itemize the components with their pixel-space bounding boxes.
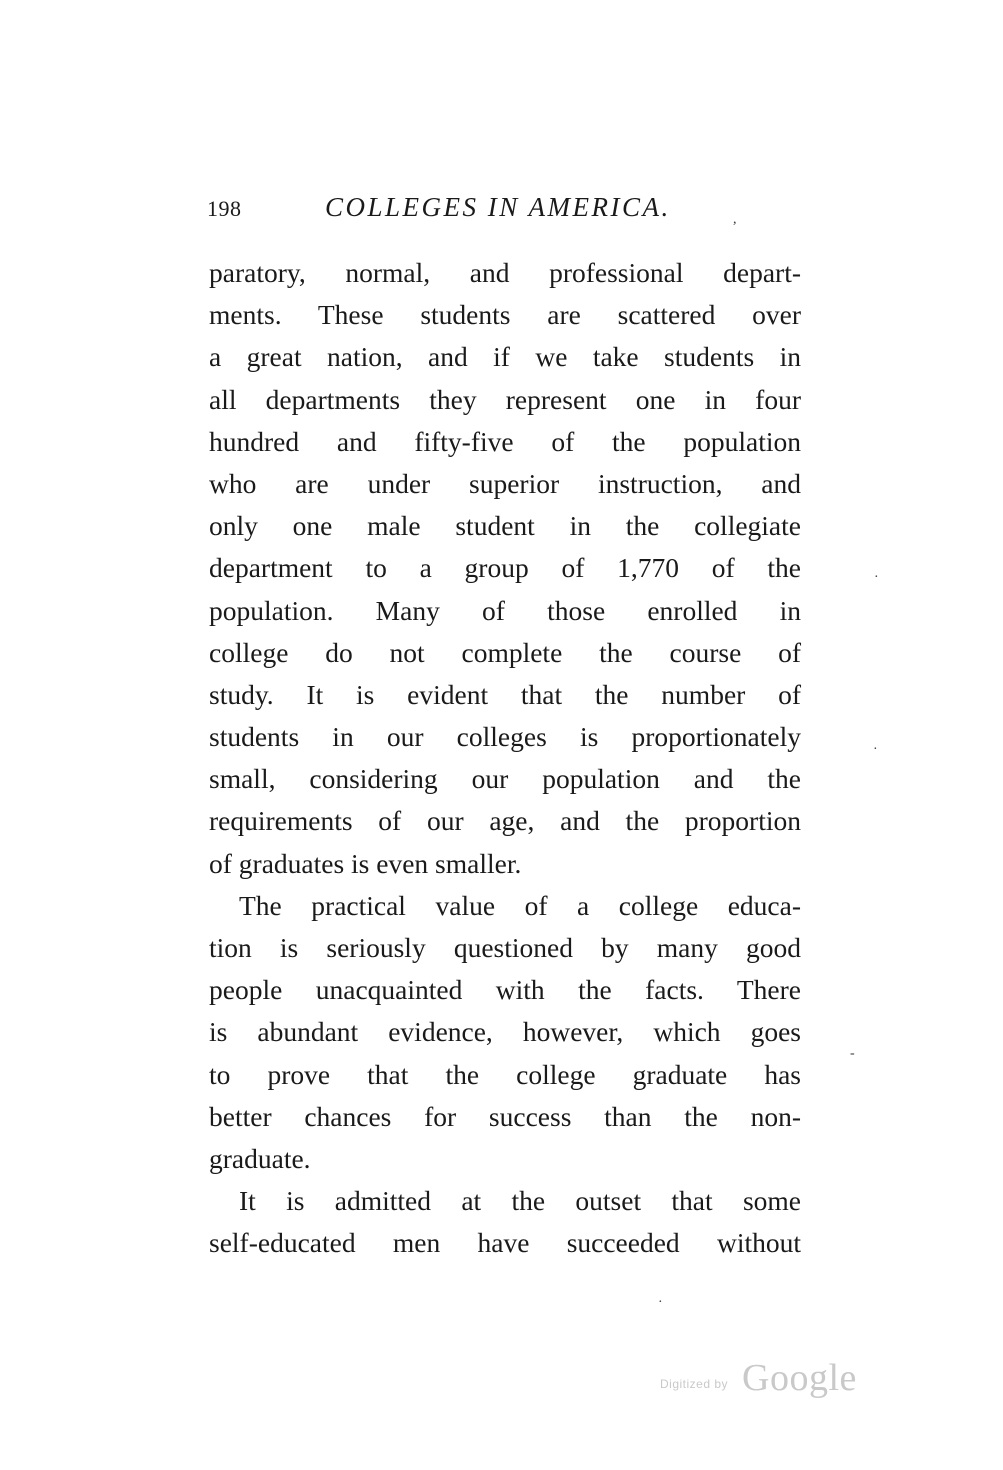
text-line: of graduates is even smaller. <box>209 847 522 879</box>
paragraph <box>209 885 801 1180</box>
scan-speck: - <box>850 1046 855 1061</box>
paragraph <box>209 1180 801 1264</box>
text-line: study. It is evident that the number of <box>209 678 801 710</box>
text-line: people unacquainted with the facts. There <box>209 974 801 1006</box>
running-head <box>207 192 747 232</box>
text-line: hundred and fifty-five of the population <box>209 425 801 457</box>
text-line: students in our colleges is proportionately <box>209 721 801 753</box>
text-line: graduate. <box>209 1142 311 1174</box>
text-line: department to a group of 1,770 of the <box>209 552 801 584</box>
text-line: to prove that the college graduate has <box>209 1058 801 1090</box>
text-line: population. Many of those enrolled in <box>209 594 801 626</box>
text-line: small, considering our population and the <box>209 763 801 795</box>
text-line: is abundant evidence, however, which goes <box>209 1016 801 1048</box>
text-line: self-educated men have succeeded without <box>209 1227 801 1259</box>
google-logo: Google <box>742 1357 857 1399</box>
text-line: ments. These students are scattered over <box>209 299 801 331</box>
text-line: who are under superior instruction, and <box>209 467 801 499</box>
body-text <box>209 252 801 1265</box>
text-line: It is admitted at the outset that some <box>239 1185 801 1217</box>
text-line: only one male student in the collegiate <box>209 510 801 542</box>
scan-speck: , <box>733 212 737 227</box>
scan-speck: · <box>874 570 879 585</box>
text-line: requirements of our age, and the proportion <box>209 805 801 837</box>
text-line: The practical value of a college educa- <box>239 889 801 921</box>
scan-speck: · <box>658 1295 663 1310</box>
text-line: paratory, normal, and professional depart- <box>209 257 801 288</box>
text-line: a great nation, and if we take students in <box>209 341 801 373</box>
scan-speck: · <box>873 742 878 757</box>
page-number: 198 <box>207 196 242 221</box>
watermark-prefix: Digitized by <box>660 1377 729 1391</box>
text-line: all departments they represent one in four <box>209 383 801 415</box>
text-line: tion is seriously questioned by many good <box>209 932 801 963</box>
text-line: college do not complete the course of <box>209 636 801 668</box>
digitized-by-google-watermark <box>660 1356 870 1406</box>
text-line: better chances for success than the non- <box>209 1100 801 1132</box>
paragraph <box>209 252 801 885</box>
running-title: COLLEGES IN AMERICA. <box>325 192 671 222</box>
